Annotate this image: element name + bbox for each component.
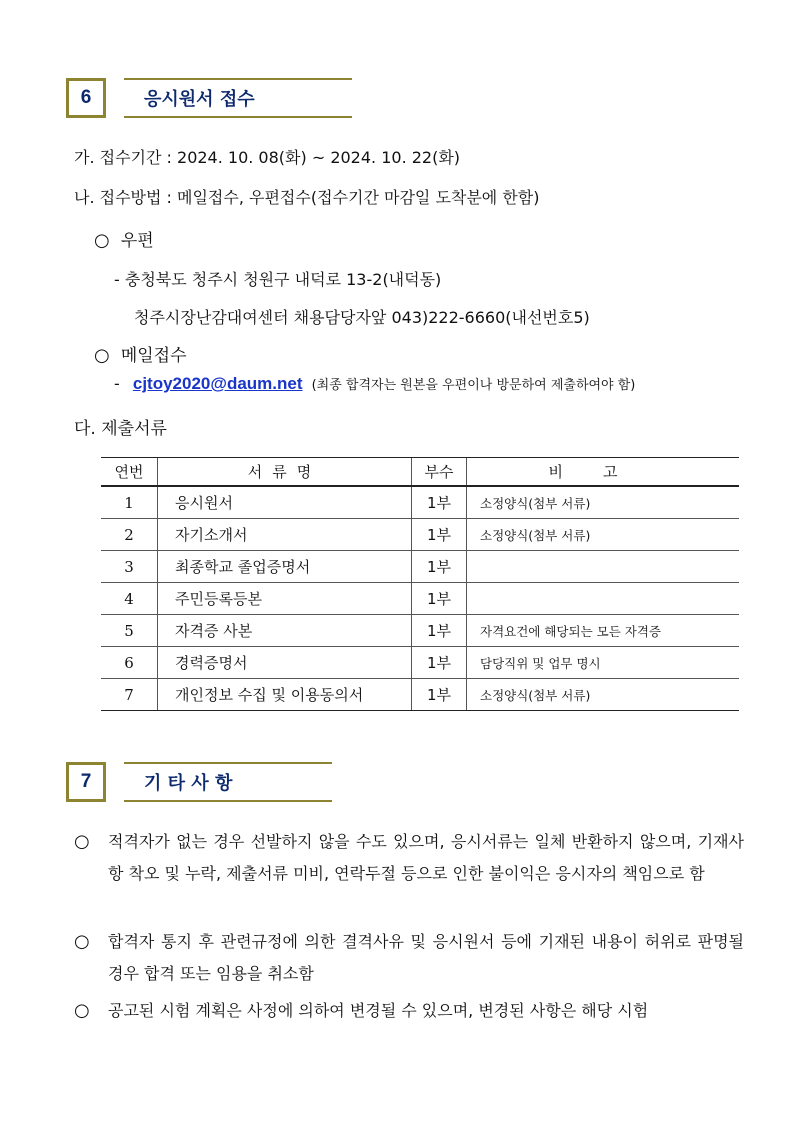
table-row: [101, 615, 739, 647]
email-label: [94, 341, 187, 366]
email-note: (최종 합격자는 원본을 우편이나 방문하여 제출하여야 함): [311, 378, 636, 393]
cell-remarks: [467, 551, 740, 583]
notice-item: [74, 926, 744, 990]
table-row: [101, 551, 739, 583]
cell-number: 7: [101, 679, 158, 711]
cell-document: 자기소개서: [158, 519, 412, 551]
post-recipient: 청주시장난감대여센터 채용담당자앞 043)222-6660(내선번호5): [134, 308, 590, 327]
cell-copies: 1부: [412, 551, 467, 583]
section-6-number: 6: [66, 78, 106, 118]
cell-remarks: 소정양식(첨부 서류): [467, 519, 740, 551]
documents-table: [101, 457, 739, 711]
table-row: [101, 583, 739, 615]
cell-document: 자격증 사본: [158, 615, 412, 647]
cell-document: 최종학교 졸업증명서: [158, 551, 412, 583]
header-remarks: 비고: [467, 458, 740, 487]
email-label-text: 메일접수: [120, 346, 187, 366]
cell-document: 개인정보 수집 및 이용동의서: [158, 679, 412, 711]
cell-remarks: 소정양식(첨부 서류): [467, 486, 740, 519]
cell-number: 6: [101, 647, 158, 679]
notice-text: 적격자가 없는 경우 선발하지 않을 수도 있으며, 응시서류는 일체 반환하지 않으며, 기재사항 착오 및 누락, 제출서류 미비, 연락두절 등으로 인한 불이익은 응시자의 책임으로 함: [108, 832, 744, 883]
cell-document: 경력증명서: [158, 647, 412, 679]
cell-copies: 1부: [412, 615, 467, 647]
table-row: [101, 486, 739, 519]
cell-remarks: 자격요건에 해당되는 모든 자격증: [467, 615, 740, 647]
notice-text: 합격자 통지 후 관련규정에 의한 결격사유 및 응시원서 등에 기재된 내용이 허위로 판명될 경우 합격 또는 임용을 취소함: [108, 932, 744, 983]
header-document: 서류명: [158, 458, 412, 487]
cell-document: 응시원서: [158, 486, 412, 519]
cell-remarks: 소정양식(첨부 서류): [467, 679, 740, 711]
post-label-text: 우편: [120, 231, 154, 251]
table-row: [101, 679, 739, 711]
notice-text: 공고된 시험 계획은 사정에 의하여 변경될 수 있으며, 변경된 사항은 해당 시험: [108, 1001, 649, 1020]
header-number: 연번: [101, 458, 158, 487]
email-dash: -: [114, 374, 120, 393]
table-row: [101, 647, 739, 679]
cell-remarks: [467, 583, 740, 615]
table-header-row: [101, 458, 739, 487]
post-address: - 충청북도 청주시 청원구 내덕로 13-2(내덕동): [114, 270, 442, 289]
cell-document: 주민등록등본: [158, 583, 412, 615]
cell-copies: 1부: [412, 486, 467, 519]
cell-number: 2: [101, 519, 158, 551]
cell-number: 4: [101, 583, 158, 615]
section-6-title: 응시원서 접수: [124, 78, 352, 118]
cell-copies: 1부: [412, 679, 467, 711]
cell-number: 1: [101, 486, 158, 519]
email-line: [114, 374, 635, 394]
section-7-title: 기 타 사 항: [124, 762, 332, 802]
email-link[interactable]: cjtoy2020@daum.net: [132, 374, 303, 393]
post-label: [94, 226, 154, 251]
cell-remarks: 담당직위 및 업무 명시: [467, 647, 740, 679]
cell-number: 5: [101, 615, 158, 647]
circle-bullet-icon: ○: [94, 345, 110, 366]
circle-bullet-icon: ○: [74, 1000, 90, 1021]
circle-bullet-icon: ○: [74, 931, 90, 952]
table-row: [101, 519, 739, 551]
circle-bullet-icon: ○: [94, 230, 110, 251]
notice-item: [74, 995, 744, 1027]
application-period: 가. 접수기간 : 2024. 10. 08(화) ~ 2024. 10. 22(화): [74, 148, 461, 167]
header-copies: 부수: [412, 458, 467, 487]
notice-item: [74, 826, 744, 890]
cell-number: 3: [101, 551, 158, 583]
cell-copies: 1부: [412, 519, 467, 551]
cell-copies: 1부: [412, 583, 467, 615]
docs-title: 다. 제출서류: [74, 419, 167, 439]
application-method: 나. 접수방법 : 메일접수, 우편접수(접수기간 마감일 도착분에 한함): [74, 188, 540, 207]
cell-copies: 1부: [412, 647, 467, 679]
circle-bullet-icon: ○: [74, 831, 90, 852]
section-7-number: 7: [66, 762, 106, 802]
